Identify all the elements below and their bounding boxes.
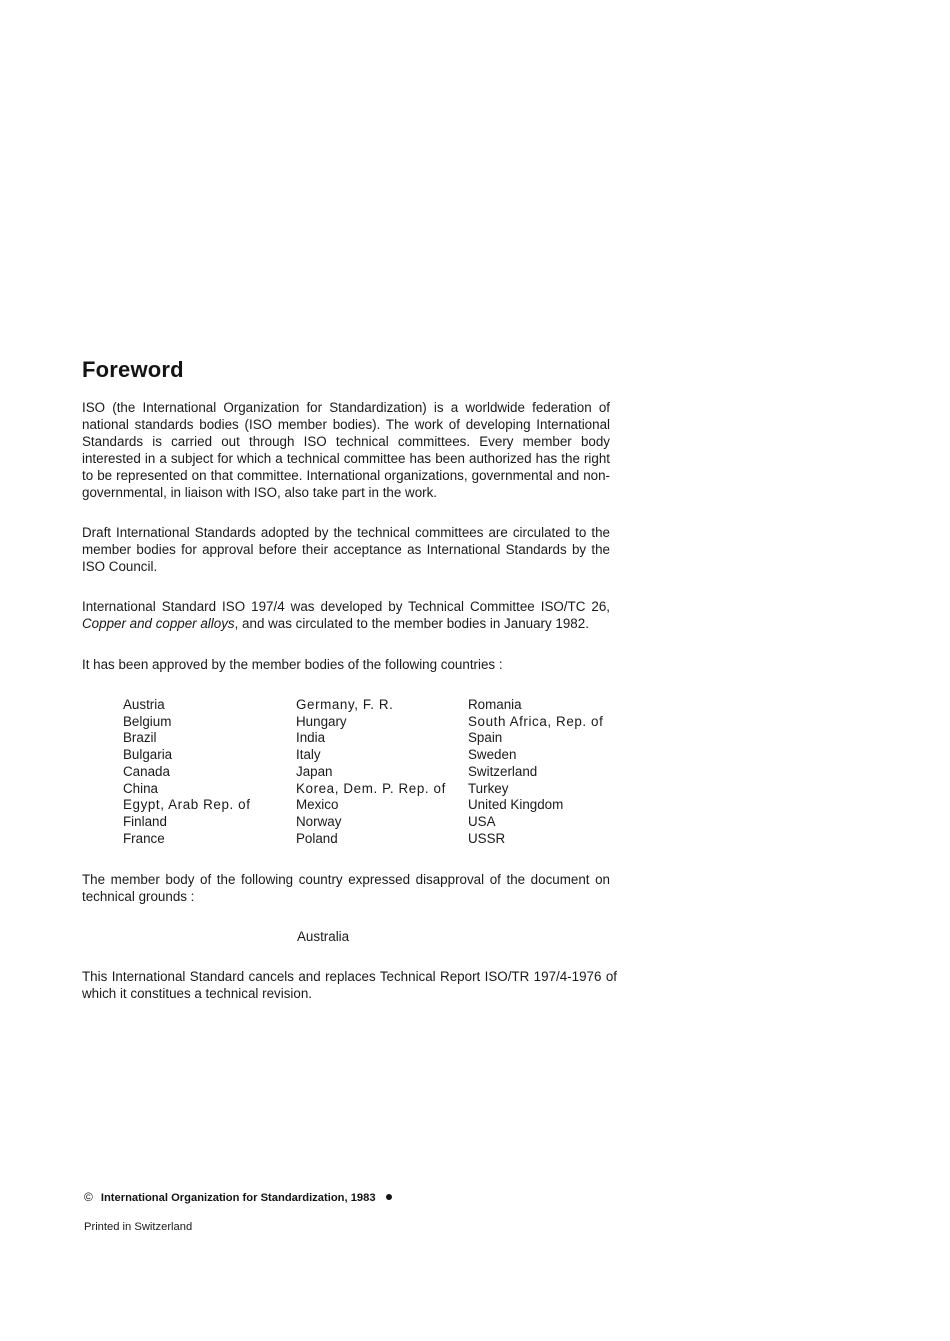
foreword-paragraph-replacement: This International Standard cancels and replaces Technical Report ISO/TR 197/4-1976 of which it constitues a technical revision. bbox=[82, 969, 617, 1001]
country-item: Bulgaria bbox=[123, 747, 173, 763]
country-item: Egypt, Arab Rep. of bbox=[123, 797, 251, 813]
copyright-text: International Organization for Standardization, 1983 bbox=[100, 1192, 376, 1204]
country-item: Germany, F. R. bbox=[296, 697, 394, 712]
committee-title: Copper and copper alloys bbox=[82, 616, 235, 631]
foreword-paragraph-draft-standards: Draft International Standards adopted by the technical committees are circulated to the member bodies for approval before their acceptance as International Standards by the ISO Council. bbox=[82, 525, 610, 574]
country-item: Turkey bbox=[468, 780, 509, 796]
foreword-paragraph-disapproval: The member body of the following country expressed disapproval of the document on technical grounds : bbox=[82, 872, 610, 904]
country-item: Sweden bbox=[468, 747, 517, 763]
country-item: Switzerland bbox=[468, 763, 538, 779]
country-column-3 bbox=[468, 697, 603, 847]
country-item: Hungary bbox=[296, 713, 347, 729]
country-item: Finland bbox=[123, 813, 167, 829]
country-item: Brazil bbox=[123, 730, 157, 746]
country-item: Austria bbox=[123, 697, 165, 712]
country-item: USA bbox=[468, 813, 496, 829]
foreword-paragraph-development bbox=[82, 598, 610, 632]
country-item: United Kingdom bbox=[468, 797, 564, 813]
country-item: South Africa, Rep. of bbox=[468, 713, 604, 729]
foreword-paragraph-approval: It has been approved by the member bodies of the following countries : bbox=[82, 657, 503, 672]
country-item: USSR bbox=[468, 830, 506, 846]
country-item: Japan bbox=[296, 763, 333, 779]
country-item: Romania bbox=[468, 697, 522, 712]
country-item: China bbox=[123, 780, 158, 796]
country-item: Spain bbox=[468, 730, 503, 746]
bullet-icon bbox=[386, 1194, 392, 1200]
country-item: Norway bbox=[296, 813, 342, 829]
country-item: France bbox=[123, 830, 165, 846]
country-item: India bbox=[296, 730, 326, 746]
country-item: Belgium bbox=[123, 713, 172, 729]
development-text-end: , and was circulated to the member bodies in January 1982. bbox=[234, 616, 589, 631]
country-item: Italy bbox=[296, 747, 321, 763]
foreword-heading: Foreword bbox=[82, 357, 184, 382]
approving-countries-list bbox=[0, 697, 950, 857]
country-column-2 bbox=[296, 697, 446, 847]
copyright-icon: © bbox=[84, 1190, 93, 1204]
copyright-notice bbox=[84, 1190, 392, 1204]
development-text-start: International Standard ISO 197/4 was developed by Technical Committee ISO/TC 26, bbox=[82, 599, 610, 614]
country-item: Mexico bbox=[296, 797, 339, 813]
country-item: Korea, Dem. P. Rep. of bbox=[296, 780, 446, 796]
country-item: Canada bbox=[123, 763, 170, 779]
country-column-1 bbox=[123, 697, 251, 847]
country-item: Poland bbox=[296, 830, 338, 846]
disapproving-country: Australia bbox=[297, 929, 350, 944]
printed-in-notice: Printed in Switzerland bbox=[84, 1221, 193, 1233]
foreword-paragraph-iso-intro: ISO (the International Organization for Standardization) is a worldwide federation of national standards bodies (ISO member bodies). The work of developing International Standards is carried out through ISO technical committees. Every member body interested in a subject for which a technical committee has been authorized has the right to be represented on that committee. International organizations, governmental and non-governmental, in liaison with ISO, also take part in the work. bbox=[82, 400, 610, 500]
